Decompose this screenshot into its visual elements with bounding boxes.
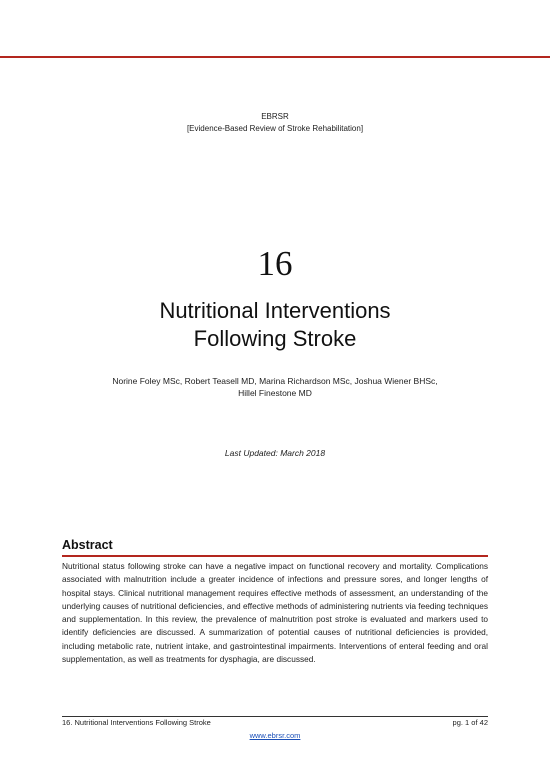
org-short-name: EBRSR (261, 112, 289, 121)
chapter-title (0, 297, 550, 353)
authors (60, 375, 490, 399)
chapter-number: 16 (257, 244, 293, 283)
footer-website-link[interactable]: www.ebrsr.com (249, 731, 301, 740)
chapter-title-line-2: Following Stroke (193, 326, 357, 351)
footer-page-number: pg. 1 of 42 (452, 718, 488, 727)
abstract-body: Nutritional status following stroke can have a negative impact on functional recovery and mortality. Complications associated with malnutrition include a greater incidence of infections and pressure sores, and longer lengths of hospital stays. Clinical nutritional management requires effective methods of assessment, an understanding of the underlying causes of nutritional deficiencies, and effective methods of administering nutrients via feeding techniques and supplementation. In this review, the prevalence of malnutrition post stroke is evaluated and markers used to identify deficiencies are discussed. A summarization of potential causes of nutritional deficiencies is provided, including metabolic rate, nutrient intake, and gastrointestinal impairments. Interventions of enteral feeding and oral supplementation, as well as treatments for dysphagia, are discussed. (62, 561, 488, 665)
org-header (0, 111, 550, 135)
abstract-rule (62, 555, 488, 557)
last-updated: Last Updated: March 2018 (224, 448, 326, 458)
authors-line-2: Hillel Finestone MD (238, 388, 312, 398)
authors-line-1: Norine Foley MSc, Robert Teasell MD, Marina Richardson MSc, Joshua Wiener BHSc, (112, 376, 438, 386)
chapter-title-line-1: Nutritional Interventions (159, 298, 391, 323)
footer-chapter-label: 16. Nutritional Interventions Following Stroke (62, 718, 211, 727)
footer-rule (62, 716, 488, 717)
org-full-name: [Evidence-Based Review of Stroke Rehabilitation] (186, 124, 364, 133)
abstract-heading: Abstract (62, 538, 113, 552)
header-rule (0, 56, 550, 58)
